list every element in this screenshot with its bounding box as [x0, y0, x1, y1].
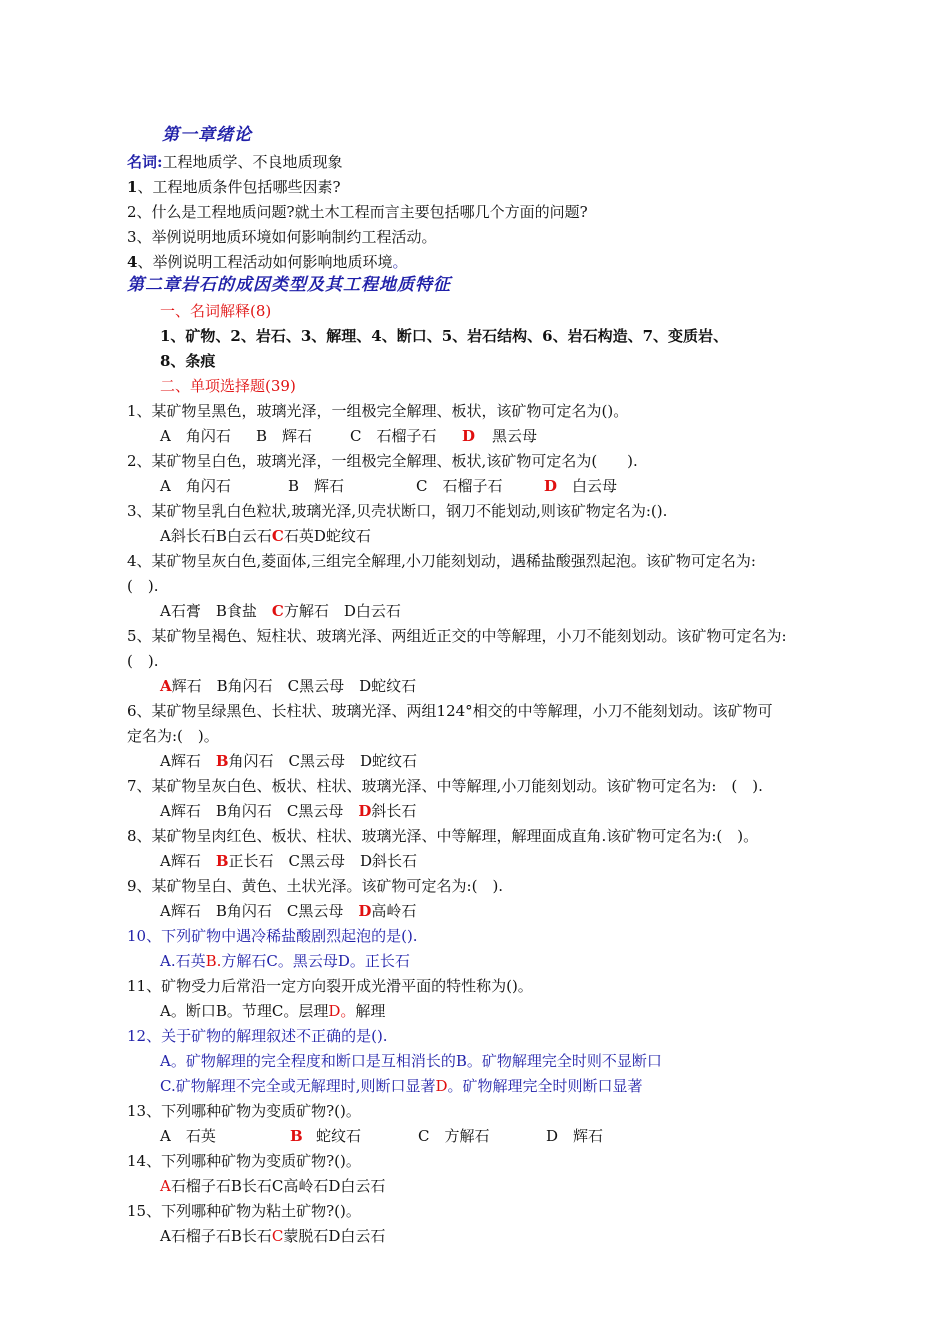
question-13-options [160, 1126, 603, 1146]
ch1-q2: 2、什么是工程地质问题?就土木工程而言主要包括哪几个方面的问题? [127, 203, 588, 221]
option-d-letter: D [544, 477, 558, 495]
question-7: 7、某矿物呈灰白色、板状、柱状、玻璃光泽、中等解理,小刀能刻划动。该矿物可定名为: ( ). [127, 777, 763, 795]
options-before: A石榴子石B长石 [160, 1227, 272, 1245]
answer-letter: D。 [328, 1002, 356, 1020]
option-c: C 石榴子石 [350, 427, 437, 445]
question-10-options [160, 951, 410, 971]
answer-letter: B [215, 752, 229, 770]
question-9: 9、某矿物呈白、黄色、土状光泽。该矿物可定名为:( ). [127, 877, 504, 895]
question-14: 14、下列哪种矿物为变质矿物?()。 [127, 1152, 361, 1170]
ch1-q1 [127, 177, 340, 197]
question-5-cont: ( ). [127, 652, 159, 670]
answer-letter: D [358, 902, 372, 920]
question-7-options [160, 801, 416, 821]
option-d: 黑云母 [492, 427, 538, 445]
answer-letter: C [271, 527, 284, 545]
options-after: 辉石 B角闪石 C黑云母 D蛇纹石 [171, 677, 417, 695]
option-b: 蛇纹石 [316, 1127, 362, 1145]
section-1-terms-line-1: 1、矿物、2、岩石、3、解理、4、断口、5、岩石结构、6、岩石构造、7、变质岩、 [160, 327, 729, 345]
question-4-options [160, 601, 401, 621]
answer-letter: B. [205, 952, 222, 970]
question-11: 11、矿物受力后常沿一定方向裂开成光滑平面的特性称为()。 [127, 977, 533, 995]
question-9-options [160, 901, 416, 921]
option-d: D 辉石 [546, 1127, 604, 1145]
chapter-2-title: 第二章岩石的成因类型及其工程地质特征 [127, 275, 451, 295]
q1-number: 1 [127, 178, 138, 196]
question-1-options [160, 426, 537, 446]
option-c: C 方解石 [418, 1127, 490, 1145]
question-6-options [160, 751, 417, 771]
option-d-letter: D [462, 427, 476, 445]
options-before: A斜长石B白云石 [160, 527, 272, 545]
options-before: A辉石 B角闪石 C黑云母 [160, 902, 359, 920]
options-before: A辉石 [160, 752, 216, 770]
option-a: A 角闪石 [160, 477, 231, 495]
question-8: 8、某矿物呈肉红色、板状、柱状、玻璃光泽、中等解理，解理面成直角.该矿物可定名为:( )。 [127, 827, 759, 845]
answer-letter: D [358, 802, 372, 820]
question-2-options [160, 476, 617, 496]
terms-text: 工程地质学、不良地质现象 [162, 153, 343, 171]
question-6-cont: 定名为:( )。 [127, 727, 219, 745]
options-after: 角闪石 C黑云母 D蛇纹石 [228, 752, 418, 770]
ch1-terms [127, 152, 343, 172]
options-after: 解理 [355, 1002, 386, 1020]
options-after: 石榴子石B长石C高岭石D白云石 [170, 1177, 386, 1195]
question-4: 4、某矿物呈灰白色,菱面体,三组完全解理,小刀能刻划动，遇稀盐酸强烈起泡。该矿物可定名为: [127, 552, 756, 570]
ch1-q4 [127, 252, 407, 272]
q4-end: 。 [392, 253, 408, 271]
answer-letter: C [271, 1227, 284, 1245]
question-5-options [160, 676, 416, 696]
question-12-options-1: A。矿物解理的完全程度和断口是互相消长的B。矿物解理完全时则不显断口 [160, 1052, 662, 1070]
options-after: 高岭石 [371, 902, 417, 920]
option-a: A 石英 [160, 1127, 216, 1145]
section-1-title: 一、名词解释(8) [160, 302, 272, 320]
options-before: A.石英 [160, 952, 206, 970]
section-1-terms-line-2: 8、条痕 [160, 352, 216, 370]
options-after: 方解石 D白云石 [283, 602, 401, 620]
q4-number: 4 [127, 253, 138, 271]
question-4-cont: ( ). [127, 577, 159, 595]
options-before: C.矿物解理不完全或无解理时,则断口显著 [160, 1077, 436, 1095]
question-3-options [160, 526, 371, 546]
option-a: A 角闪石 [160, 427, 231, 445]
terms-label: 名词: [127, 153, 163, 171]
question-13: 13、下列哪种矿物为变质矿物?()。 [127, 1102, 361, 1120]
question-1: 1、某矿物呈黑色，玻璃光泽，一组极完全解理、板状，该矿物可定名为()。 [127, 402, 629, 420]
question-5: 5、某矿物呈褐色、短柱状、玻璃光泽、两组近正交的中等解理，小刀不能刻划动。该矿物可定名为: [127, 627, 787, 645]
options-before: A辉石 B角闪石 C黑云母 [160, 802, 359, 820]
option-b: B 辉石 [288, 477, 345, 495]
question-15-options [160, 1226, 385, 1246]
options-after: 石英D蛇纹石 [283, 527, 371, 545]
options-before: A辉石 [160, 852, 216, 870]
options-after: 。矿物解理完全时则断口显著 [447, 1077, 643, 1095]
ch1-q3: 3、举例说明地质环境如何影响制约工程活动。 [127, 228, 437, 246]
options-before: A。断口B。节理C。层理 [160, 1002, 329, 1020]
options-before: A石膏 B食盐 [160, 602, 272, 620]
question-3: 3、某矿物呈乳白色粒状,玻璃光泽,贝壳状断口，钢刀不能划动,则该矿物定名为:(). [127, 502, 668, 520]
answer-letter: C [271, 602, 284, 620]
question-8-options [160, 851, 417, 871]
q4-text: 、举例说明工程活动如何影响地质环境 [137, 253, 393, 271]
question-14-options [160, 1176, 385, 1196]
options-after: 方解石C。黑云母D。正长石 [221, 952, 410, 970]
options-after: 蒙脱石D白云石 [283, 1227, 386, 1245]
option-b: B 辉石 [256, 427, 313, 445]
chapter-1-title: 第一章绪论 [162, 125, 252, 145]
options-after: 斜长石 [371, 802, 417, 820]
question-15: 15、下列哪种矿物为粘土矿物?()。 [127, 1202, 361, 1220]
question-6: 6、某矿物呈绿黑色、长柱状、玻璃光泽、两组124°相交的中等解理，小刀不能刻划动。该矿物可 [127, 702, 773, 720]
option-d: 白云母 [572, 477, 618, 495]
option-c: C 石榴子石 [416, 477, 503, 495]
answer-letter: A [160, 677, 172, 695]
question-2: 2、某矿物呈白色，玻璃光泽，一组极完全解理、板状,该矿物可定名为( ). [127, 452, 638, 470]
question-12-options-2 [160, 1076, 643, 1096]
answer-letter: D [435, 1077, 448, 1095]
q1-text: 、工程地质条件包括哪些因素? [137, 178, 341, 196]
option-b-letter: B [290, 1127, 303, 1145]
question-10: 10、下列矿物中遇冷稀盐酸剧烈起泡的是(). [127, 927, 418, 945]
answer-letter: B [215, 852, 229, 870]
options-after: 正长石 C黑云母 D斜长石 [228, 852, 418, 870]
section-2-title: 二、单项选择题(39) [160, 377, 296, 395]
answer-letter: A [160, 1177, 171, 1195]
question-12: 12、关于矿物的解理叙述不正确的是(). [127, 1027, 388, 1045]
question-11-options [160, 1001, 385, 1021]
